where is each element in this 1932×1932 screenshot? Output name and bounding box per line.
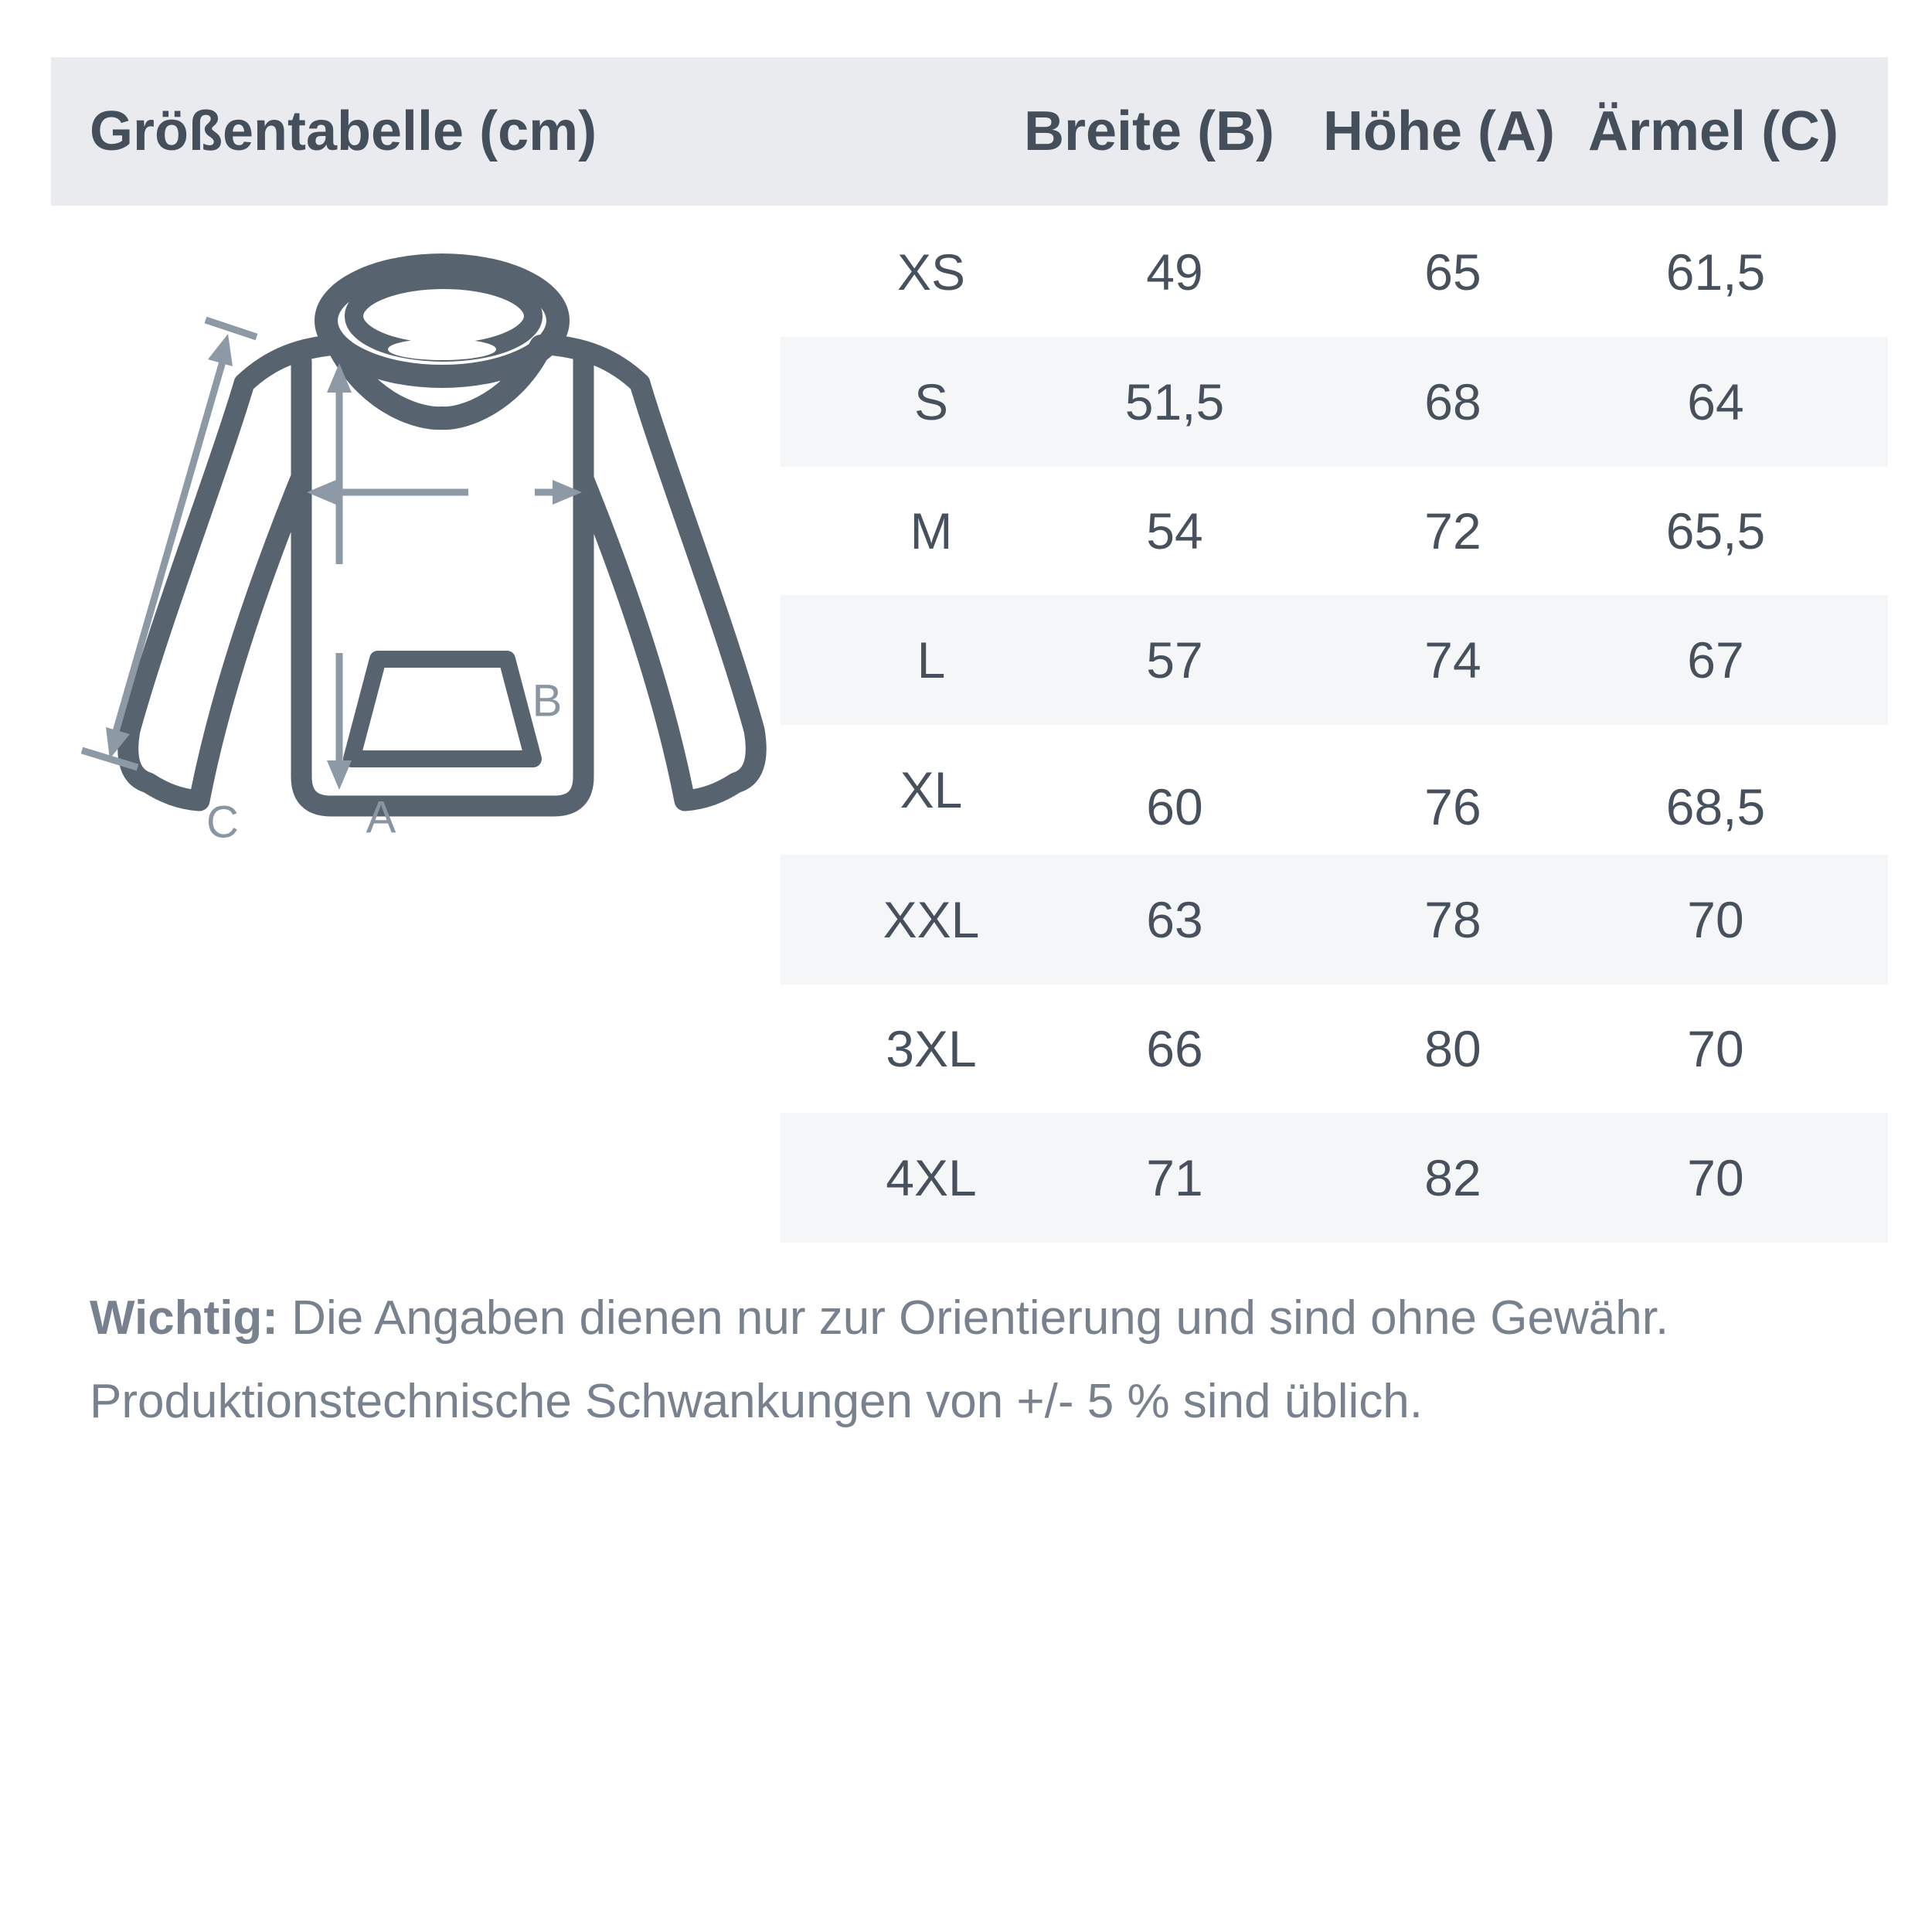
table-row	[0, 466, 1932, 596]
hoehe-value: 68	[1424, 373, 1481, 430]
hoehe-value: 74	[1424, 631, 1481, 689]
disclaimer-line1: Die Angaben dienen nur zur Orientierung und sind ohne Gewähr.	[277, 1291, 1669, 1345]
aermel-value: 70	[1687, 1020, 1744, 1077]
hoehe-value: 80	[1424, 1020, 1481, 1077]
aermel-value: 68,5	[1665, 778, 1766, 835]
breite-value: 66	[1146, 1020, 1203, 1077]
size-label: 3XL	[886, 1020, 977, 1077]
breite-value: 51,5	[1124, 373, 1225, 430]
column-header-hoehe: Höhe (A)	[1323, 100, 1555, 162]
table-row	[0, 855, 1932, 985]
column-header-aermel: Ärmel (C)	[1587, 100, 1839, 162]
size-label: XXL	[883, 891, 980, 948]
sleeve-measure-label: C	[206, 797, 239, 848]
table-row	[0, 207, 1932, 337]
hoehe-value: 82	[1424, 1149, 1481, 1206]
size-label: S	[913, 373, 949, 430]
aermel-value: 64	[1687, 373, 1744, 430]
column-header-breite: Breite (B)	[1023, 100, 1275, 162]
aermel-value: 65,5	[1665, 502, 1766, 560]
size-label: M	[910, 502, 953, 560]
height-measure-label: A	[366, 792, 396, 843]
breite-value: 63	[1146, 891, 1203, 948]
hoehe-value: 76	[1424, 778, 1481, 835]
hoehe-value: 78	[1424, 891, 1481, 948]
aermel-value: 70	[1687, 891, 1744, 948]
disclaimer-bold-label: Wichtig:	[90, 1291, 278, 1345]
aermel-value: 67	[1687, 631, 1744, 689]
breite-value: 71	[1146, 1149, 1203, 1206]
aermel-value: 61,5	[1665, 243, 1766, 301]
hoehe-value: 65	[1424, 243, 1481, 301]
hoehe-value: 72	[1424, 502, 1481, 560]
breite-value: 57	[1146, 631, 1203, 689]
breite-value: 49	[1146, 243, 1203, 301]
size-label: 4XL	[886, 1149, 977, 1206]
disclaimer-note	[90, 1277, 1836, 1444]
table-row	[0, 725, 1932, 855]
disclaimer-line2: Produktionstechnische Schwankungen von +/- 5 % sind üblich.	[90, 1375, 1423, 1428]
width-measure-label: B	[532, 675, 563, 726]
size-label: XL	[900, 761, 963, 818]
table-row	[0, 984, 1932, 1114]
table-row	[0, 595, 1932, 725]
aermel-value: 70	[1687, 1149, 1744, 1206]
size-label: L	[917, 631, 946, 689]
size-label: XS	[896, 243, 966, 301]
page-title: Größentabelle (cm)	[90, 100, 597, 162]
breite-value: 60	[1146, 778, 1203, 835]
table-row	[0, 337, 1932, 467]
breite-value: 54	[1146, 502, 1203, 560]
table-row	[0, 1113, 1932, 1243]
